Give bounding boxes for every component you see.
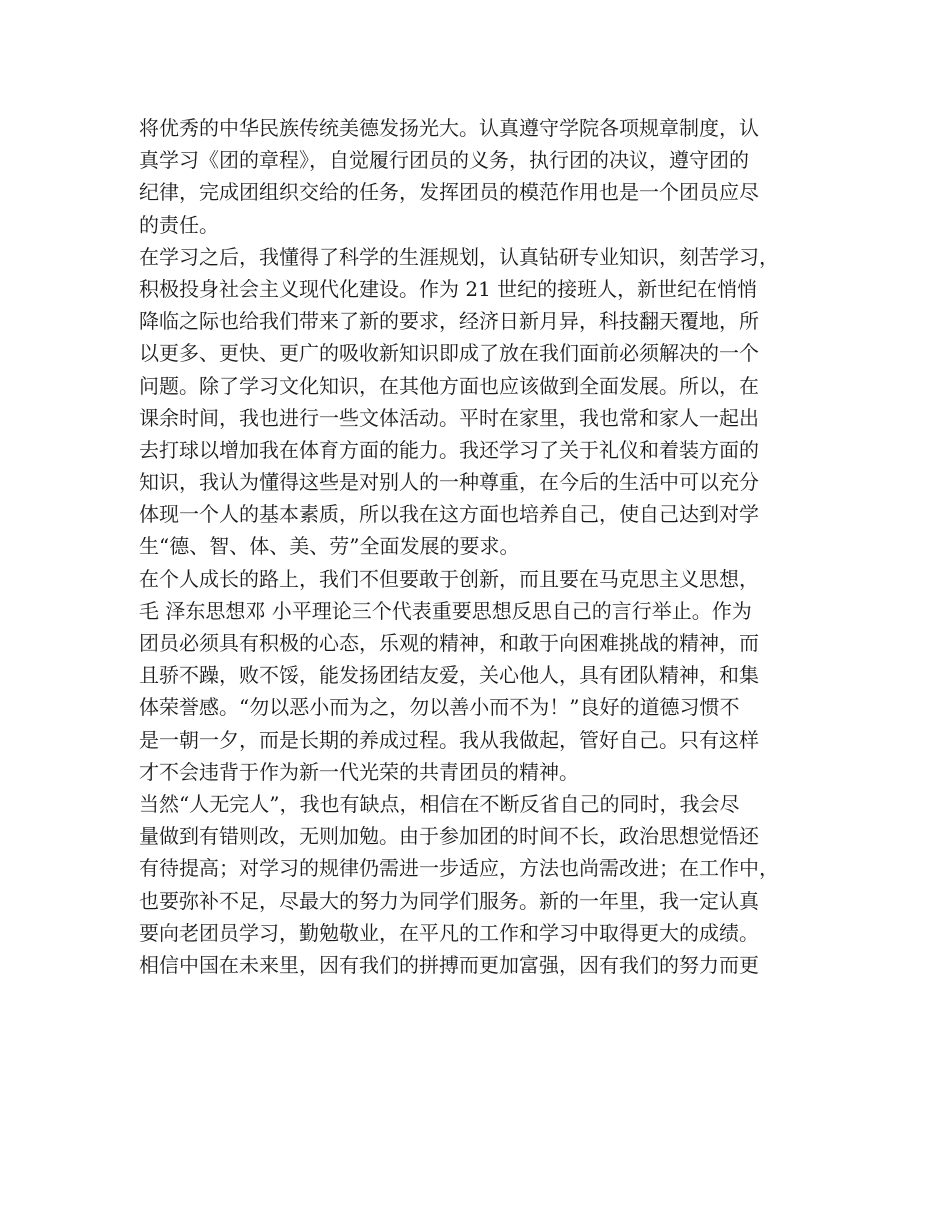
text-line: 且骄不躁，败不馁，能发扬团结友爱，关心他人，具有团队精神，和集 bbox=[139, 663, 759, 688]
text-line: 体荣誉感。“勿以恶小而为之，勿以善小而不为！”良好的道德习惯不 bbox=[139, 695, 740, 720]
text-line: 当然“人无完人”，我也有缺点，相信在不断反省自己的同时，我会尽 bbox=[139, 791, 740, 816]
text-line: 毛 泽东思想邓 小平理论三个代表重要思想反思自己的言行举止。作为 bbox=[139, 598, 752, 623]
text-line: 才不会违背于作为新一代光荣的共青团员的精神。 bbox=[139, 759, 579, 784]
text-line: 量做到有错则改，无则加勉。由于参加团的时间不长，政治思想觉悟还 bbox=[139, 824, 759, 849]
text-line: 体现一个人的基本素质，所以我在这方面也培养自己，使自己达到对学 bbox=[139, 502, 759, 527]
text-line: 在个人成长的路上，我们不但要敢于创新，而且要在马克思主义思想， bbox=[139, 566, 759, 591]
text-line: 要向老团员学习，勤勉敬业，在平凡的工作和学习中取得更大的成绩。 bbox=[139, 920, 759, 945]
text-line: 降临之际也给我们带来了新的要求，经济日新月异，科技翻天覆地，所 bbox=[139, 309, 759, 334]
text-line: 将优秀的中华民族传统美德发扬光大。认真遵守学院各项规章制度，认 bbox=[139, 116, 759, 140]
text-line: 也要弥补不足，尽最大的努力为同学们服务。新的一年里，我一定认真 bbox=[139, 888, 759, 913]
text-line: 纪律，完成团组织交给的任务，发挥团员的模范作用也是一个团员应尽 bbox=[139, 180, 759, 205]
document-body bbox=[139, 112, 819, 981]
text-line: 在学习之后，我懂得了科学的生涯规划，认真钻研专业知识，刻苦学习， bbox=[139, 244, 779, 269]
text-line: 相信中国在未来里，因有我们的拼搏而更加富强，因有我们的努力而更 bbox=[139, 952, 759, 977]
text-line: 真学习《团的章程》，自觉履行团员的义务，执行团的决议，遵守团的 bbox=[139, 148, 749, 173]
text-line: 有待提高；对学习的规律仍需进一步适应，方法也尚需改进；在工作中， bbox=[139, 856, 779, 881]
text-line: 知识，我认为懂得这些是对别人的一种尊重，在今后的生活中可以充分 bbox=[139, 470, 759, 495]
text-line: 去打球以增加我在体育方面的能力。我还学习了关于礼仪和着装方面的 bbox=[139, 437, 759, 462]
text-line: 课余时间，我也进行一些文体活动。平时在家里，我也常和家人一起出 bbox=[139, 405, 759, 430]
text-line: 积极投身社会主义现代化建设。作为 21 世纪的接班人，新世纪在悄悄 bbox=[139, 276, 758, 301]
text-line: 的责任。 bbox=[139, 212, 219, 237]
text-line: 问题。除了学习文化知识，在其他方面也应该做到全面发展。所以，在 bbox=[139, 373, 759, 398]
text-line: 团员必须具有积极的心态，乐观的精神，和敢于向困难挑战的精神，而 bbox=[139, 631, 759, 655]
text-line: 生“德、智、体、美、劳”全面发展的要求。 bbox=[139, 534, 520, 559]
text-line: 是一朝一夕，而是长期的养成过程。我从我做起，管好自己。只有这样 bbox=[139, 727, 759, 752]
text-line: 以更多、更快、更广的吸收新知识即成了放在我们面前必须解决的一个 bbox=[139, 341, 759, 366]
